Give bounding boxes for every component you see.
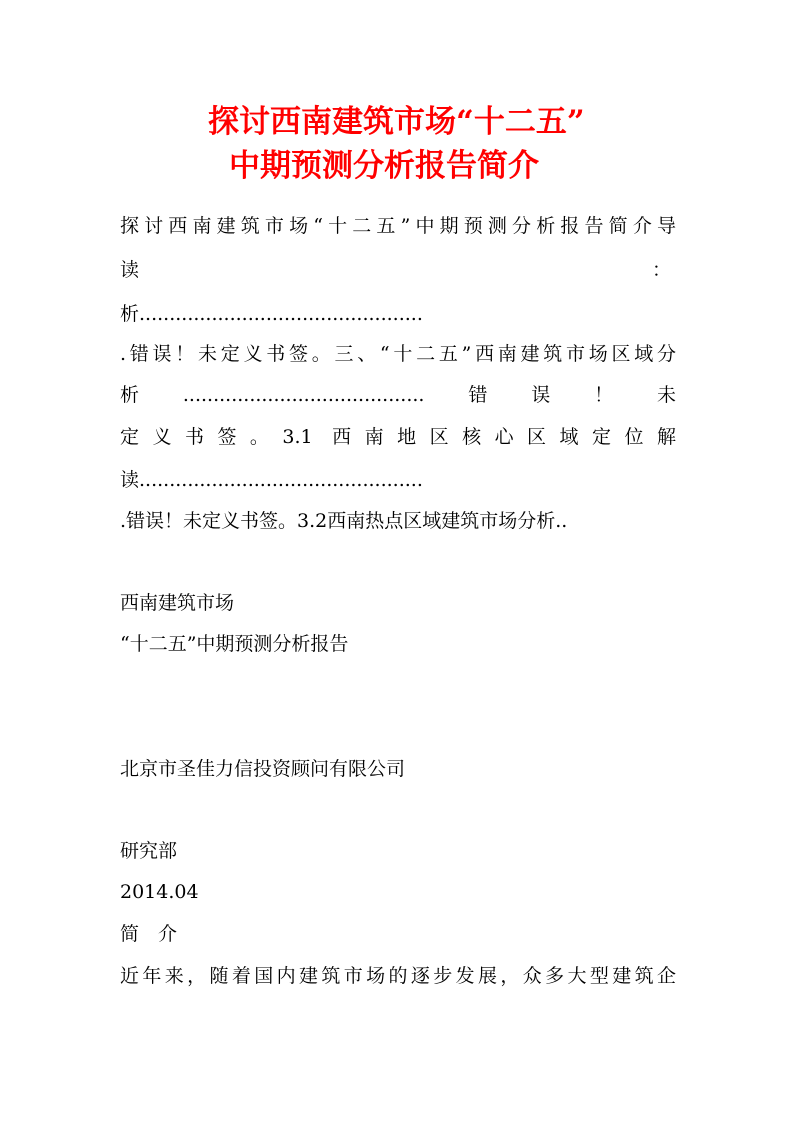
cover-date: 2014.04: [120, 881, 199, 903]
toc-line-3: 析...............................................: [120, 303, 423, 325]
document-title-line-2: 中期预测分析报告简介: [229, 148, 539, 184]
toc-line-2-start: 读: [120, 259, 140, 281]
toc-line-4: .错误！未定义书签。三、“十二五”西南建筑市场区域分: [120, 343, 676, 365]
intro-heading: 简 介: [120, 923, 178, 945]
toc-line-1: 探讨西南建筑市场“十二五”中期预测分析报告简介导: [120, 215, 676, 237]
cover-department: 研究部: [120, 840, 178, 862]
cover-company: 北京市圣佳力信投资顾问有限公司: [120, 758, 406, 780]
toc-line-7: 读...............................................: [120, 469, 423, 491]
cover-market: 西南建筑市场: [120, 592, 235, 614]
toc-line-2-end: ：: [652, 259, 672, 281]
cover-report-title: “十二五”中期预测分析报告: [120, 633, 349, 655]
toc-line-5: 析........................................错误！未: [120, 384, 676, 406]
toc-line-8: .错误！未定义书签。3.2西南热点区域建筑市场分析..: [120, 510, 568, 532]
toc-line-6: 定义书签。3.1 西南地区核心区域定位解: [120, 426, 676, 448]
document-title-line-1: 探讨西南建筑市场“十二五”: [208, 104, 585, 140]
intro-paragraph: 近年来，随着国内建筑市场的逐步发展，众多大型建筑企: [120, 965, 676, 987]
